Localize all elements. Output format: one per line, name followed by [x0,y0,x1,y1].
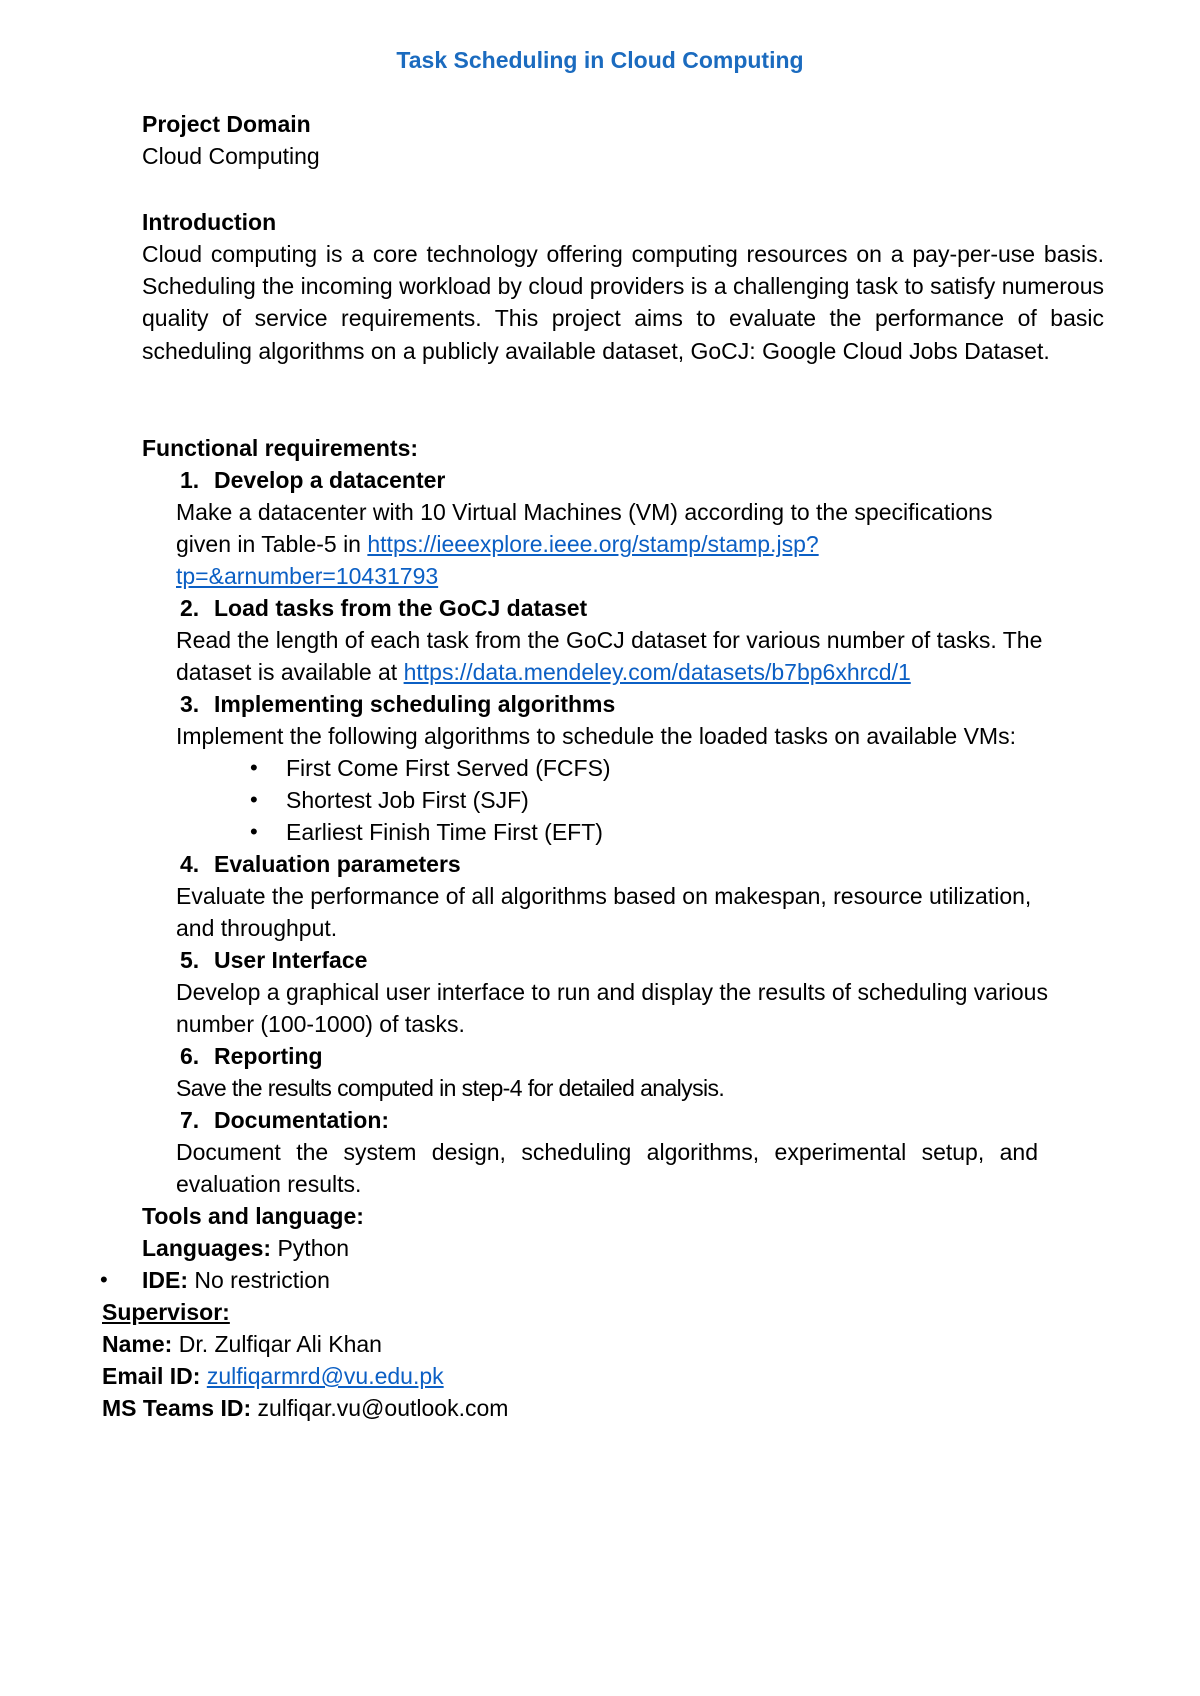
tools-heading: Tools and language: [142,1203,364,1229]
bullet-icon: • [250,755,258,780]
item-text: and throughput. [176,915,338,941]
list-item-eft: Earliest Finish Time First (EFT) [286,819,603,845]
bullet-icon: • [100,1267,108,1292]
bullet-icon: • [250,819,258,844]
bullet-icon: • [250,787,258,812]
item-number: 5. [180,947,200,973]
item-title-reporting: Reporting [214,1043,323,1069]
list-item-sjf: Shortest Job First (SJF) [286,787,529,813]
ieee-link-continuation [176,560,438,592]
name-value: Dr. Zulfiqar Ali Khan [172,1331,382,1357]
functional-heading: Functional requirements: [142,435,419,461]
languages-label: Languages: [142,1235,272,1261]
supervisor-name-line [102,1328,382,1360]
ide-value: No restriction [188,1267,330,1293]
item-title-evaluation: Evaluation parameters [214,851,461,877]
ieee-link-part2[interactable]: tp=&arnumber=10431793 [176,563,439,589]
item-text-with-link [176,656,911,688]
teams-label: MS Teams ID: [102,1395,252,1421]
item-text: number (100-1000) of tasks. [176,1011,465,1037]
item-title-load-tasks: Load tasks from the GoCJ dataset [214,595,588,621]
project-domain-value: Cloud Computing [142,143,320,169]
item-title-documentation: Documentation: [214,1107,390,1133]
ide-line [142,1264,330,1296]
email-link[interactable]: zulfiqarmrd@vu.edu.pk [206,1363,444,1389]
item-number: 2. [180,595,200,621]
languages-value: Python [271,1235,350,1261]
item-text: Save the results computed in step-4 for detailed analysis. [176,1075,725,1101]
supervisor-heading: Supervisor: [102,1299,230,1325]
item-text: Document the system design, scheduling algorithms, experimental setup, and [176,1139,1038,1165]
name-label: Name: [102,1331,173,1357]
item-number: 7. [180,1107,200,1133]
item-text: Develop a graphical user interface to run and display the results of scheduling various [176,979,1048,1005]
item-title-datacenter: Develop a datacenter [214,467,446,493]
item-text: evaluation results. [176,1171,362,1197]
project-domain-heading: Project Domain [142,111,311,137]
email-label: Email ID: [102,1363,201,1389]
document-title: Task Scheduling in Cloud Computing [396,47,804,73]
item-text: Make a datacenter with 10 Virtual Machines (VM) according to the specifications [176,499,993,525]
list-item-fcfs: First Come First Served (FCFS) [286,755,611,781]
item-number: 1. [180,467,200,493]
introduction-body: Cloud computing is a core technology offering computing resources on a pay-per-use basis. Scheduling the incoming workload by cloud providers is a challenging task to satisfy numerous quality of service requirements. This project aims to evaluate the performance of basic scheduling algorithms on a publicly available dataset, GoCJ: Google Cloud Jobs Dataset. [142,241,1104,364]
item-text: dataset is available at [176,659,404,685]
languages-line [142,1232,349,1264]
mendeley-link[interactable]: https://data.mendeley.com/datasets/b7bp6xhrcd/1 [403,659,911,685]
item-number: 3. [180,691,200,717]
item-title-algorithms: Implementing scheduling algorithms [214,691,616,717]
supervisor-teams-line [102,1392,508,1424]
item-number: 6. [180,1043,200,1069]
item-number: 4. [180,851,200,877]
item-text-with-link [176,528,819,560]
item-title-ui: User Interface [214,947,368,973]
ieee-link[interactable]: https://ieeexplore.ieee.org/stamp/stamp.jsp? [367,531,819,557]
item-text: given in Table-5 in [176,531,368,557]
supervisor-email-line [102,1360,444,1392]
teams-value: zulfiqar.vu@outlook.com [251,1395,509,1421]
item-text: Read the length of each task from the GoCJ dataset for various number of tasks. The [176,627,1043,653]
ide-label: IDE: [142,1267,188,1293]
item-text: Evaluate the performance of all algorithms based on makespan, resource utilization, [176,883,1032,909]
item-text: Implement the following algorithms to schedule the loaded tasks on available VMs: [176,723,1016,749]
introduction-heading: Introduction [142,209,277,235]
